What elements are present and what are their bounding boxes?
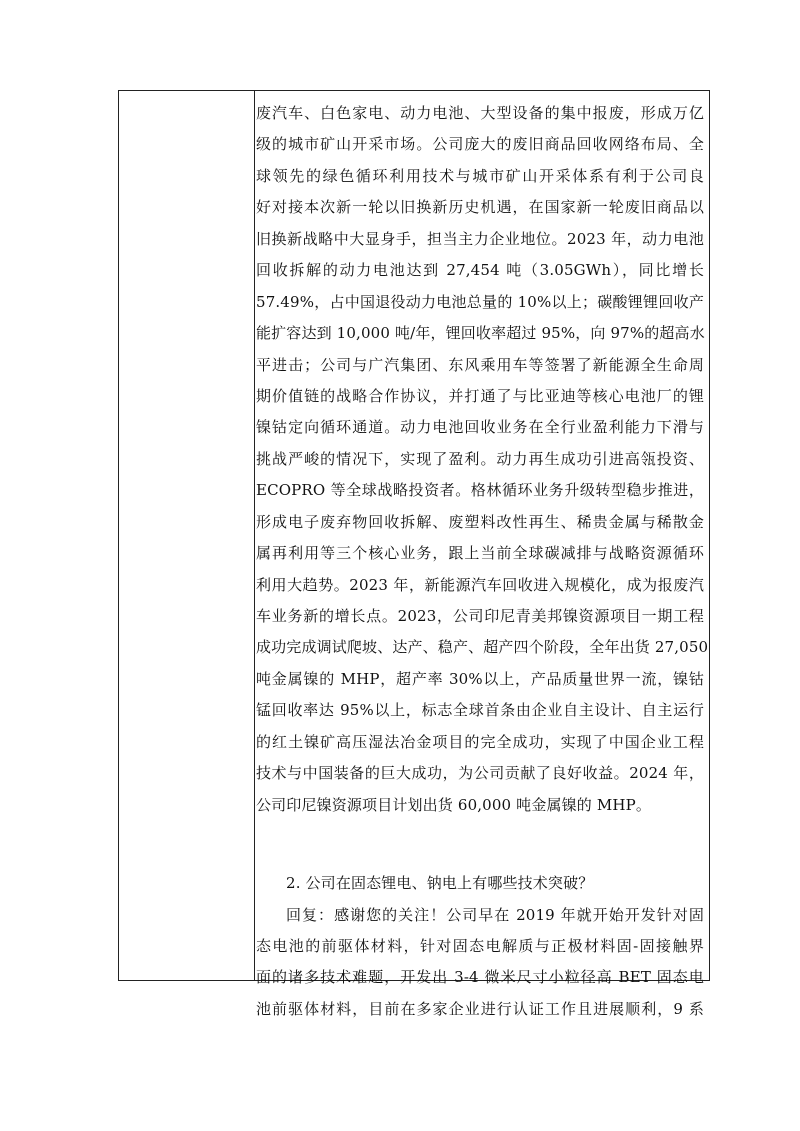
paragraph-line: 车业务新的增长点。2023，公司印尼青美邦镍资源项目一期工程 [256,607,704,625]
paragraph-gap [256,821,704,868]
paragraph-line: 镍钴定向循环通道。动力电池回收业务在全行业盈利能力下滑与 [256,418,704,437]
question-heading: 2. 公司在固态锂电、钠电上有哪些技术突破？ [286,874,594,893]
reply-line: 池前驱体材料，目前在多家企业进行认证工作且进展顺利，9 系 [256,999,704,1018]
reply-line: 态电池的前驱体材料，针对固态电解质与正极材料固-固接触界 [256,936,704,955]
paragraph-line: 期价值链的战略合作协议，并打通了与比亚迪等核心电池厂的锂 [256,386,704,405]
paragraph-line: 公司印尼镍资源项目计划出货 60,000 吨金属镍的 MHP。 [256,795,651,814]
paragraph-line: 球领先的绿色循环利用技术与城市矿山开采体系有利于公司良 [256,166,704,185]
paragraph-line: 形成电子废弃物回收拆解、废塑料改性再生、稀贵金属与稀散金 [256,512,704,531]
reply-line: 回复：感谢您的关注！公司早在 2019 年就开始开发针对固 [286,905,704,924]
paragraph-line: 能扩容达到 10,000 吨/年，锂回收率超过 95%，向 97%的超高水 [256,324,705,343]
paragraph-line: 级的城市矿山开采市场。公司庞大的废旧商品回收网络布局、全 [256,135,704,154]
paragraph-line: 平进击；公司与广汽集团、东风乘用车等签署了新能源全生命周 [256,355,704,374]
paragraph-line: 旧换新战略中大显身手，担当主力企业地位。2023 年，动力电池 [256,229,704,248]
paragraph-line: ECOPRO 等全球战略投资者。格林循环业务升级转型稳步推进， [256,481,704,500]
table-column-divider [254,91,255,980]
paragraph-line: 挑战严峻的情况下，实现了盈利。动力再生成功引进高瓴投资、 [256,449,704,468]
paragraph-line: 属再利用等三个核心业务，跟上当前全球碳减排与战略资源循环 [256,544,704,563]
paragraph-line: 技术与中国装备的巨大成功，为公司贡献了良好收益。2024 年， [256,764,704,783]
paragraph-line: 回收拆解的动力电池达到 27,454 吨（3.05GWh），同比增长 [256,261,704,280]
paragraph-line: 57.49%，占中国退役动力电池总量的 10%以上；碳酸锂锂回收产 [256,292,704,311]
paragraph-line: 利用大趋势。2023 年，新能源汽车回收进入规模化，成为报废汽 [256,575,704,594]
reply-line: 面的诸多技术难题，开发出 3-4 微米尺寸小粒径高 BET 固态电 [256,968,704,987]
answer-cell [256,98,709,1025]
paragraph-line: 吨金属镍的 MHP，超产率 30%以上，产品质量世界一流，镍钴 [256,669,704,688]
paragraph-line: 好对接本次新一轮以旧换新历史机遇，在国家新一轮废旧商品以 [256,198,704,217]
paragraph-line: 锰回收率达 95%以上，标志全球首条由企业自主设计、自主运行 [256,701,704,720]
paragraph-line: 的红土镍矿高压湿法冶金项目的完全成功，实现了中国企业工程 [256,732,704,751]
paragraph-line: 成功完成调试爬坡、达产、稳产、超产四个阶段，全年出货 27,050 [256,638,709,657]
paragraph-line: 废汽车、白色家电、动力电池、大型设备的集中报废，形成万亿 [256,104,704,122]
